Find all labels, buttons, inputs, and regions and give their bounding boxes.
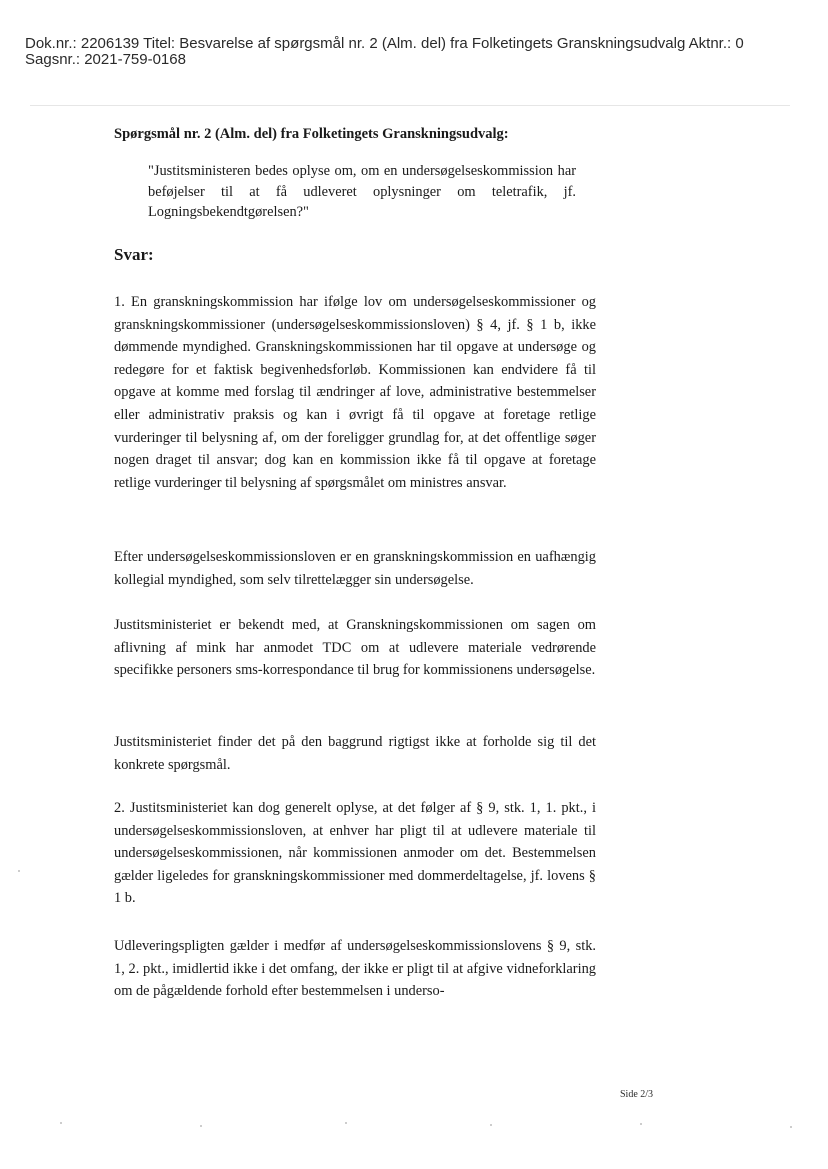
header-case-number: Sagsnr.: 2021-759-0168 bbox=[25, 51, 186, 68]
answer-heading: Svar: bbox=[114, 245, 154, 264]
paragraph: 2. Justitsministeriet kan dog generelt oplyse, at det følger af § 9, stk. 1, 1. pkt., i undersøgelseskommissionsloven, at enhver har pligt til at udlevere materiale til undersøgelseskommissionen, når kommissionen anmoder om det. Bestemmelsen gælder ligeledes for granskningskommissioner med dommerdeltagelse, jf. lovens § 1 b. bbox=[114, 800, 596, 907]
question-quote: "Justitsministeren bedes oplyse om, om en undersøgelseskommission har beføjelser til at få udleveret oplysninger om teletrafik, jf. Logningsbekendtgørelsen?" bbox=[148, 163, 576, 220]
scan-speck bbox=[345, 1122, 347, 1124]
paragraph: Justitsministeriet er bekendt med, at Granskningskommissionen om sagen om aflivning af mink har anmodet TDC om at udlevere materiale vedrørende specifikke personers sms-korrespondance til brug for kommissionens undersøgelse. bbox=[114, 617, 596, 679]
scan-speck bbox=[490, 1124, 492, 1126]
header-doc-info: Dok.nr.: 2206139 Titel: Besvarelse af spørgsmål nr. 2 (Alm. del) fra Folketingets Granskningsudvalg Aktnr.: 0 bbox=[25, 35, 744, 52]
paragraph: Justitsministeriet finder det på den baggrund rigtigst ikke at forholde sig til det konkrete spørgsmål. bbox=[114, 734, 596, 773]
scan-speck bbox=[60, 1122, 62, 1124]
scan-speck bbox=[640, 1123, 642, 1125]
scan-line bbox=[30, 105, 790, 106]
paragraph: 1. En granskningskommission har ifølge lov om undersøgelseskommissioner og granskningskommissioner (undersøgelseskommissionsloven) § 4, jf. § 1 b, ikke dømmende myndighed. Granskningskommissionen har til opgave at undersøge og redegøre for et faktisk begivenhedsforløb. Kommissionen kan endvidere få til opgave at komme med forslag til ændringer af love, administrative bestemmelser eller administrativ praksis og kan i øvrigt få til opgave at foretage retlige vurderinger til belysning af, om der foreligger grundlag for, at det offentlige søger nogen draget til ansvar; dog kan en kommission ikke få til opgave at foretage retlige vurderinger til belysning af spørgsmålet om ministres ansvar. bbox=[114, 294, 596, 491]
paragraph: Efter undersøgelseskommissionsloven er en granskningskommission en uafhængig kollegial myndighed, som selv tilrettelægger sin undersøgelse. bbox=[114, 549, 596, 588]
scan-speck bbox=[790, 1126, 792, 1128]
question-heading: Spørgsmål nr. 2 (Alm. del) fra Folketingets Granskningsudvalg: bbox=[114, 126, 509, 142]
paragraph: Udleveringspligten gælder i medfør af undersøgelseskommissionslovens § 9, stk. 1, 2. pkt., imidlertid ikke i det omfang, der ikke er pligt til at afgive vidneforklaring om de pågældende forhold efter bestemmelsen i underso- bbox=[114, 938, 596, 1000]
scan-speck bbox=[200, 1125, 202, 1127]
page-number: Side 2/3 bbox=[620, 1089, 654, 1100]
document-header bbox=[25, 36, 825, 68]
scan-speck bbox=[18, 870, 20, 872]
